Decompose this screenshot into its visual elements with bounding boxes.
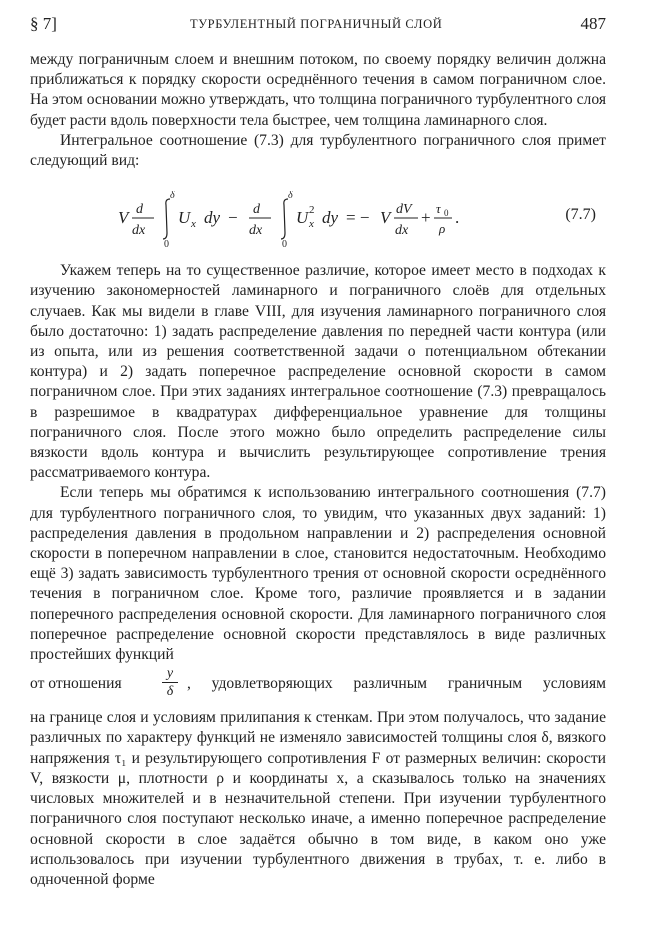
- eq-int2-bottom: 0: [282, 239, 287, 248]
- equation-number: (7.7): [565, 206, 596, 224]
- eq-U2-sup: 2: [309, 204, 315, 217]
- eq-U1: U: [178, 208, 191, 228]
- eq-dV: dV: [396, 202, 412, 218]
- running-title: ТУРБУЛЕНТНЫЙ ПОГРАНИЧНЫЙ СЛОЙ: [190, 17, 443, 31]
- eq-dx1: dx: [132, 223, 146, 239]
- section-number: § 7]: [30, 14, 57, 33]
- eq-U2-sub: x: [309, 218, 314, 231]
- eq-int1-bottom: 0: [164, 239, 169, 248]
- inline-fraction-y-delta: [162, 665, 178, 700]
- eq-int2-top: δ: [288, 191, 293, 202]
- eq-tau: τ: [436, 201, 441, 217]
- eq-dy2: dy: [322, 208, 339, 228]
- paragraph-laminar-comparison: Укажем теперь на то существенное различие, которое имеет место в подходах к изучению закономерностей ламинарного и пограничного слоёв для отдельных случаев. Как мы видели в главе VIII, для изучения ламинарного пограничного слоя было достаточно: 1) задать распределение давления по передней части контура (или из опыта, или из решения соответственной задачи о потенциальном обтекании контура) и 2) задать поперечное распределение основной скорости в самом пограничном слое. При этих заданиях интегральное соотношение (7.3) превращалось в разрешимое в квадратурах дифференциальное уравнение для толщины пограничного слоя. После этого можно было определить распределение силы вязкости вдоль контура и вычислить результирующее сопротивление трения рассматриваемого контура.: [30, 262, 606, 482]
- eq-plus: +: [421, 208, 431, 228]
- eq-tau-sub: 0: [444, 208, 449, 219]
- inline-fraction-line: [30, 666, 606, 700]
- eq-rho: ρ: [439, 221, 446, 237]
- eq-V2: V: [380, 208, 391, 228]
- fraction-denominator: δ: [166, 684, 174, 700]
- paragraph-turbulent-requirements: Если теперь мы обратимся к использованию интегрального соотношения (7.7) для турбулентного пограничного слоя, то увидим, что указанных двух заданий: 1) распределения давления в продольном направлении и 2) распределения основной скорости в поперечном направлении в слое, становится недостаточным. Необходимо ещё 3) задать зависимость турбулентного трения от основной скорости осреднённого течения в пограничном слое. Кроме того, различие проявляется и в задании поперечного распределения основной скорости. Для ламинарного пограничного слоя поперечное распределение основной скорости представлялось в виде различных простейших функций: [30, 484, 606, 664]
- eq-integral2: [281, 199, 288, 239]
- eq-dx3: dx: [395, 223, 409, 239]
- eq-period: .: [455, 208, 460, 228]
- eq-minus: −: [228, 208, 238, 228]
- book-page: [30, 14, 606, 890]
- paragraph-continuation: между пограничным слоем и внешним потоком, по своему порядку величин должна приближаться к порядку скорости осреднённого течения в самом пограничном слое. На этом основании можно утверждать, что толщина пограничного турбулентного слоя будет расти вдоль поверхности тела быстрее, чем толщина ламинарного слоя.: [30, 51, 606, 129]
- fraction-line-prefix: от отношения: [30, 675, 122, 693]
- eq-dy1: dy: [204, 208, 221, 228]
- fraction-numerator: y: [162, 665, 178, 683]
- eq-integral1: [163, 199, 170, 239]
- paragraph-integral-intro: Интегральное соотношение (7.3) для турбулентного пограничного слоя примет следующий вид:: [30, 131, 606, 170]
- page-number: 487: [580, 14, 606, 33]
- eq-dx2: dx: [249, 223, 263, 239]
- eq-U1-sub: x: [191, 218, 196, 231]
- equation-7-7: [30, 191, 606, 247]
- running-header: [30, 14, 606, 38]
- paragraph-turbulent-continuation: на границе слоя и условиям прилипания к стенкам. При этом получалось, что задание различных по характеру функций не изменяло зависимостей толщины слоя δ, вязкого напряжения τ₁ и результирующего сопротивления F от размерных величин: скорости V, вязкости μ, плотности ρ и координаты x, а сказывалось только на значениях числовых множителей и в незначительной степени. При изучении турбулентного пограничного слоя поступают несколько иначе, а именно поперечное распределение основной скорости в слое задаётся обычно в том виде, в каком оно уже использовалось при изучении турбулентного движения в трубах, т. е. либо в одноченной форме: [30, 709, 606, 888]
- eq-equals: = −: [346, 208, 370, 228]
- eq-U2: U: [296, 208, 309, 228]
- equation-svg: [118, 191, 538, 247]
- eq-d1: d: [136, 202, 143, 218]
- eq-d2: d: [253, 202, 260, 218]
- fraction-line-suffix: , удовлетворяющих различным граничным условиям: [187, 675, 606, 693]
- eq-V1: V: [118, 208, 129, 228]
- eq-int1-top: δ: [170, 191, 175, 202]
